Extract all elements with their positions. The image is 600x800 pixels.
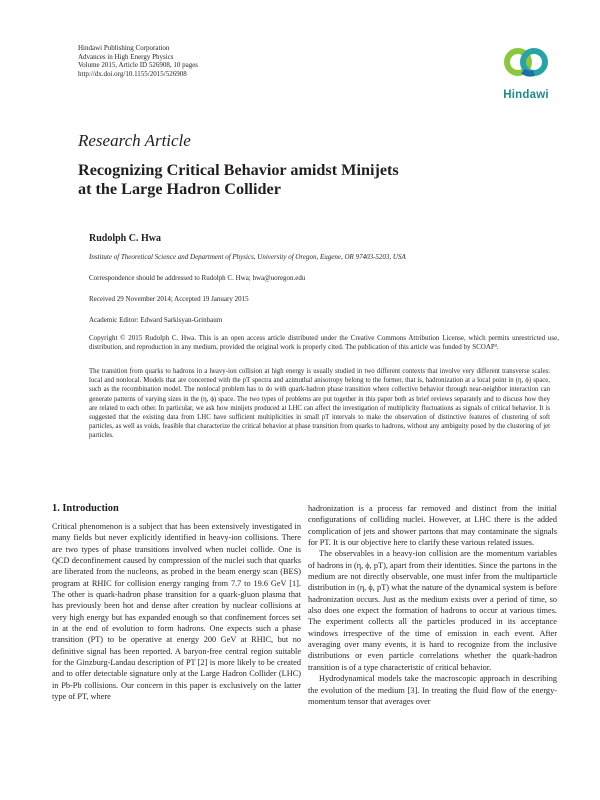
hindawi-wordmark: Hindawi xyxy=(503,89,549,101)
article-type: Research Article xyxy=(78,131,191,150)
intro-paragraph-3: Hydrodynamical models take the macroscopic approach in describing the evolution of the medium [3]. In treating the fluid flow of the energy-momentum tensor that averages over xyxy=(308,674,557,706)
abstract: The transition from quarks to hadrons in a heavy-ion collision at high energy is usually studied in two different contexts that involve very different transverse scales: local and nonlocal. Models that are concerned with the pT spectra and azimuthal anisotropy belong to the former, that is, hadronization at a local point in (η, ϕ) space, such as the recombination model. The nonlocal problem has to do with quark-hadron phase transition where collective behavior through near-neighbor interaction can generate patterns of varying sizes in the (η, ϕ) space. The two types of problems are put together in this paper both as brief reviews separately and to discuss how they are related to each other. In particular, we ask how minijets produced at LHC can affect the investigation of multiplicity fluctuations as signals of critical behavior. It is suggested that the existing data from LHC have sufficient multiplicities in small pT intervals to make the observation of distinctive features of clustering of soft particles, as well as voids, feasible that characterize the critical behavior at phase transition from quarks to hadrons, without any ambiguity posed by the clustering of jet particles. xyxy=(89,368,550,440)
doi-link[interactable]: http://dx.doi.org/10.1155/2015/526908 xyxy=(78,69,187,78)
received-accepted-dates: Received 29 November 2014; Accepted 19 January 2015 xyxy=(89,295,249,303)
intro-paragraph-2: The observables in a heavy-ion collision are the momentum variables of hadrons in (η, ϕ, pT), apart from their identities. Since the partons in the medium are not directly observable, one must infer from the multiparticle distribution in (η, ϕ, pT) what the nature of the dynamical system is before hadronization occurs. Just as the medium exists over a period of time, so also does one expect the formation of hadrons to occur at various times. The experiment collects all the particles produced in its acceptance windows irrespective of the time of emission in each event. After averaging over many events, it is hard to recognize from the inclusive distributions or even particle correlations whether the quark-hadron transition is of a type characteristic of critical behavior. xyxy=(308,549,557,672)
author-name: Rudolph C. Hwa xyxy=(89,233,161,244)
volume-info: Volume 2015, Article ID 526908, 10 pages xyxy=(78,61,199,70)
hindawi-rings-icon xyxy=(496,41,556,87)
journal-name: Advances in High Energy Physics xyxy=(78,52,174,61)
section-heading: 1. Introduction xyxy=(52,503,119,514)
copyright-notice: Copyright © 2015 Rudolph C. Hwa. This is an open access article distributed under the Creative Commons Attribution License, which permits unrestricted use, distribution, and reproduction in any medium, provided the original work is properly cited. The publication of this article was funded by SCOAP³. xyxy=(89,334,559,351)
correspondence: Correspondence should be addressed to Rudolph C. Hwa; hwa@uoregon.edu xyxy=(89,274,306,282)
intro-paragraph-1-continued: hadronization is a process far removed and distinct from the initial configurations of colliding nuclei. However, at LHC there is the added complication of jets and shower partons that may contaminate the signals for PT. It is our objective here to clarify these various related issues. xyxy=(308,504,557,548)
intro-paragraph-1: Critical phenomenon is a subject that has been extensively investigated in many fields but never explicitly identified in heavy-ion collisions. There are two types of phase transitions involved when nuclei collide. One is QCD deconfinement caused by compression of the nuclei such that quarks are liberated from the nucleons, as probed in the beam energy scan (BES) program at RHIC for collision energy ranging from 7.7 to 19.6 GeV [1]. The other is quark-hadron phase transition for a quark-gluon plasma that has previously been hot and dense after creation by nuclear collisions at very high energy but has expanded enough so that confinement forces set in at the end of evolution to form hadrons. One expects such a phase transition (PT) to be operative at energy 200 GeV at RHIC, but no definitive signal has been reported. A baryon-free central region suitable for the Ginzburg-Landau description of PT [2] is more likely to be created and to offer detectable signature only at the Large Hadron Collider (LHC) in Pb-Pb collisions. Our concern in this paper is exclusively on the latter type of PT, where xyxy=(52,522,301,702)
body-column-left xyxy=(52,503,301,703)
body-column-right xyxy=(308,503,557,707)
publisher-name: Hindawi Publishing Corporation xyxy=(78,44,170,52)
academic-editor: Academic Editor: Edward Sarkisyan-Grinbaum xyxy=(89,316,223,324)
hindawi-logo xyxy=(496,41,556,105)
article-title xyxy=(78,161,548,199)
author-affiliation: Institute of Theoretical Science and Department of Physics, University of Oregon, Eugene, OR 97403-5203, USA xyxy=(89,253,406,261)
title-line-2: at the Large Hadron Collider xyxy=(78,180,281,198)
journal-masthead xyxy=(78,44,198,78)
title-line-1: Recognizing Critical Behavior amidst Minijets xyxy=(78,161,399,179)
